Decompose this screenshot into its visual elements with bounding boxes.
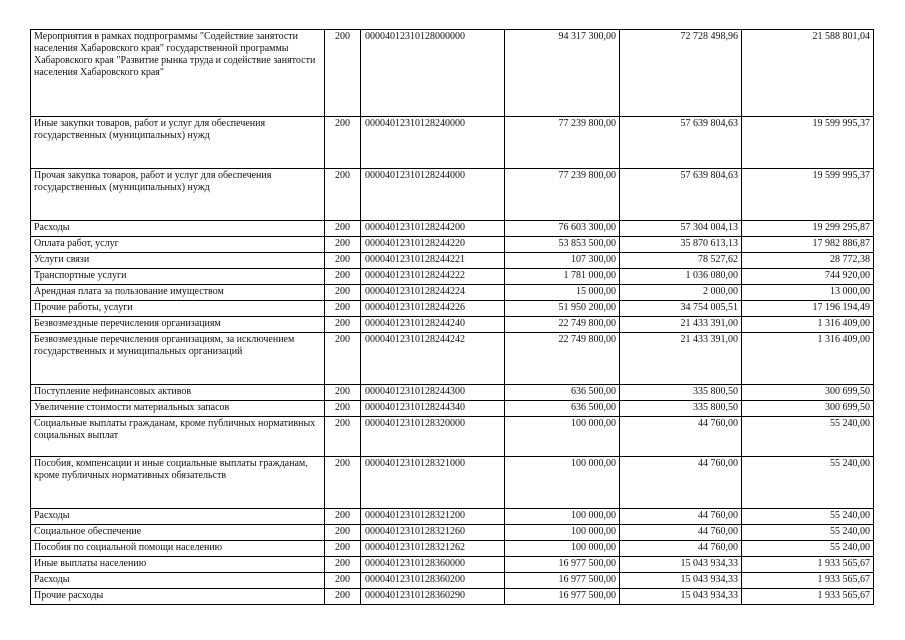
row-executed-cell: 57 304 004,13 [620,221,742,237]
row-code-cell: 200 [325,589,361,605]
row-kbk-cell: 00004012310128244224 [361,285,505,301]
row-executed-cell: 1 036 080,00 [620,269,742,285]
row-approved-cell: 22 749 800,00 [505,317,620,333]
budget-table [30,29,874,605]
row-code-cell: 200 [325,541,361,557]
row-executed-cell: 15 043 934,33 [620,589,742,605]
row-remaining-cell: 1 316 409,00 [742,333,874,385]
row-executed-cell: 44 760,00 [620,509,742,525]
row-remaining-cell: 55 240,00 [742,457,874,509]
row-name-cell: Пособия по социальной помощи населению [31,541,325,557]
row-executed-cell: 44 760,00 [620,525,742,541]
row-remaining-cell: 21 588 801,04 [742,30,874,117]
table-row [31,253,874,269]
row-approved-cell: 22 749 800,00 [505,333,620,385]
row-kbk-cell: 00004012310128244221 [361,253,505,269]
row-remaining-cell: 13 000,00 [742,285,874,301]
row-remaining-cell: 55 240,00 [742,417,874,457]
row-name-cell: Расходы [31,221,325,237]
row-remaining-cell: 1 933 565,67 [742,589,874,605]
table-row [31,269,874,285]
row-approved-cell: 100 000,00 [505,457,620,509]
row-approved-cell: 76 603 300,00 [505,221,620,237]
row-name-cell: Социальное обеспечение [31,525,325,541]
row-kbk-cell: 00004012310128244242 [361,333,505,385]
row-executed-cell: 35 870 613,13 [620,237,742,253]
row-approved-cell: 16 977 500,00 [505,557,620,573]
row-code-cell: 200 [325,169,361,221]
table-row [31,557,874,573]
row-code-cell: 200 [325,509,361,525]
table-row [31,333,874,385]
row-code-cell: 200 [325,30,361,117]
row-executed-cell: 57 639 804,63 [620,169,742,221]
row-executed-cell: 34 754 005,51 [620,301,742,317]
row-kbk-cell: 00004012310128321200 [361,509,505,525]
row-kbk-cell: 00004012310128244200 [361,221,505,237]
row-remaining-cell: 19 599 995,37 [742,169,874,221]
row-name-cell: Пособия, компенсации и иные социальные выплаты гражданам, кроме публичных нормативных обязательств [31,457,325,509]
row-executed-cell: 335 800,50 [620,385,742,401]
row-code-cell: 200 [325,285,361,301]
row-code-cell: 200 [325,117,361,169]
row-name-cell: Безвозмездные перечисления организациям [31,317,325,333]
table-row [31,221,874,237]
row-approved-cell: 1 781 000,00 [505,269,620,285]
table-row [31,457,874,509]
table-row [31,385,874,401]
row-executed-cell: 44 760,00 [620,417,742,457]
row-name-cell: Мероприятия в рамках подпрограммы "Содействие занятости населения Хабаровского края" государственной программы Хабаровского края "Развитие рынка труда и содействие занятости населения Хабаровского края" [31,30,325,117]
row-kbk-cell: 00004012310128244000 [361,169,505,221]
row-kbk-cell: 00004012310128244300 [361,385,505,401]
row-name-cell: Транспортные услуги [31,269,325,285]
row-kbk-cell: 00004012310128360290 [361,589,505,605]
row-kbk-cell: 00004012310128320000 [361,417,505,457]
row-executed-cell: 15 043 934,33 [620,557,742,573]
row-kbk-cell: 00004012310128321260 [361,525,505,541]
table-row [31,237,874,253]
row-code-cell: 200 [325,557,361,573]
row-approved-cell: 636 500,00 [505,385,620,401]
row-approved-cell: 100 000,00 [505,525,620,541]
row-code-cell: 200 [325,385,361,401]
row-remaining-cell: 1 316 409,00 [742,317,874,333]
row-approved-cell: 77 239 800,00 [505,117,620,169]
budget-table-body [31,30,874,605]
row-approved-cell: 100 000,00 [505,417,620,457]
row-kbk-cell: 00004012310128321262 [361,541,505,557]
row-kbk-cell: 00004012310128244220 [361,237,505,253]
row-remaining-cell: 300 699,50 [742,401,874,417]
table-row [31,169,874,221]
row-executed-cell: 2 000,00 [620,285,742,301]
row-executed-cell: 72 728 498,96 [620,30,742,117]
row-code-cell: 200 [325,301,361,317]
row-kbk-cell: 00004012310128240000 [361,117,505,169]
table-row [31,509,874,525]
row-code-cell: 200 [325,221,361,237]
row-executed-cell: 21 433 391,00 [620,317,742,333]
row-code-cell: 200 [325,573,361,589]
row-code-cell: 200 [325,253,361,269]
row-remaining-cell: 1 933 565,67 [742,557,874,573]
row-remaining-cell: 55 240,00 [742,509,874,525]
row-code-cell: 200 [325,269,361,285]
row-name-cell: Поступление нефинансовых активов [31,385,325,401]
row-remaining-cell: 17 982 886,87 [742,237,874,253]
row-executed-cell: 335 800,50 [620,401,742,417]
row-code-cell: 200 [325,457,361,509]
table-row [31,117,874,169]
row-kbk-cell: 00004012310128244340 [361,401,505,417]
row-remaining-cell: 17 196 194,49 [742,301,874,317]
row-name-cell: Увеличение стоимости материальных запасов [31,401,325,417]
row-executed-cell: 44 760,00 [620,457,742,509]
row-code-cell: 200 [325,237,361,253]
table-row [31,401,874,417]
row-approved-cell: 16 977 500,00 [505,589,620,605]
row-kbk-cell: 00004012310128321000 [361,457,505,509]
row-executed-cell: 21 433 391,00 [620,333,742,385]
row-code-cell: 200 [325,333,361,385]
row-approved-cell: 15 000,00 [505,285,620,301]
row-name-cell: Расходы [31,509,325,525]
row-name-cell: Прочая закупка товаров, работ и услуг для обеспечения государственных (муниципальных) нужд [31,169,325,221]
row-remaining-cell: 1 933 565,67 [742,573,874,589]
row-executed-cell: 15 043 934,33 [620,573,742,589]
row-approved-cell: 107 300,00 [505,253,620,269]
row-code-cell: 200 [325,317,361,333]
table-row [31,417,874,457]
row-remaining-cell: 55 240,00 [742,541,874,557]
row-approved-cell: 16 977 500,00 [505,573,620,589]
row-kbk-cell: 00004012310128360200 [361,573,505,589]
row-approved-cell: 100 000,00 [505,541,620,557]
row-name-cell: Иные закупки товаров, работ и услуг для обеспечения государственных (муниципальных) нужд [31,117,325,169]
row-code-cell: 200 [325,417,361,457]
row-code-cell: 200 [325,525,361,541]
table-row [31,285,874,301]
row-approved-cell: 51 950 200,00 [505,301,620,317]
row-name-cell: Услуги связи [31,253,325,269]
table-row [31,589,874,605]
row-remaining-cell: 19 599 995,37 [742,117,874,169]
row-name-cell: Прочие работы, услуги [31,301,325,317]
table-row [31,301,874,317]
row-name-cell: Расходы [31,573,325,589]
row-executed-cell: 44 760,00 [620,541,742,557]
row-remaining-cell: 744 920,00 [742,269,874,285]
table-row [31,541,874,557]
table-row [31,30,874,117]
table-row [31,317,874,333]
row-approved-cell: 77 239 800,00 [505,169,620,221]
row-name-cell: Оплата работ, услуг [31,237,325,253]
row-approved-cell: 94 317 300,00 [505,30,620,117]
row-approved-cell: 636 500,00 [505,401,620,417]
row-kbk-cell: 00004012310128000000 [361,30,505,117]
row-kbk-cell: 00004012310128244222 [361,269,505,285]
row-kbk-cell: 00004012310128360000 [361,557,505,573]
row-code-cell: 200 [325,401,361,417]
row-name-cell: Арендная плата за пользование имуществом [31,285,325,301]
row-name-cell: Прочие расходы [31,589,325,605]
row-remaining-cell: 55 240,00 [742,525,874,541]
row-kbk-cell: 00004012310128244240 [361,317,505,333]
table-row [31,525,874,541]
row-name-cell: Социальные выплаты гражданам, кроме публичных нормативных социальных выплат [31,417,325,457]
row-approved-cell: 100 000,00 [505,509,620,525]
row-remaining-cell: 300 699,50 [742,385,874,401]
row-remaining-cell: 19 299 295,87 [742,221,874,237]
row-kbk-cell: 00004012310128244226 [361,301,505,317]
row-name-cell: Безвозмездные перечисления организациям, за исключением государственных и муниципальных организаций [31,333,325,385]
row-executed-cell: 57 639 804,63 [620,117,742,169]
row-approved-cell: 53 853 500,00 [505,237,620,253]
table-row [31,573,874,589]
row-remaining-cell: 28 772,38 [742,253,874,269]
row-name-cell: Иные выплаты населению [31,557,325,573]
row-executed-cell: 78 527,62 [620,253,742,269]
